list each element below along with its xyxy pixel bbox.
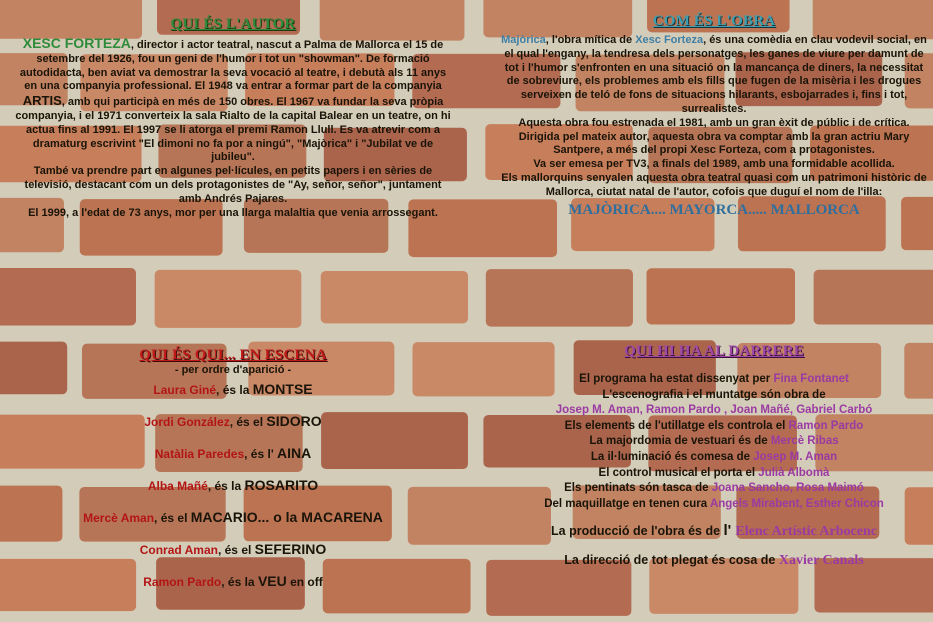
cast-subtitle: - per ordre d'aparició - <box>174 364 292 376</box>
cast-row: Conrad Aman, és el SEFERINO <box>139 541 327 557</box>
crew-person: Josep M. Aman <box>753 450 838 463</box>
cast-row: Laura Giné, és la MONTSE <box>153 381 313 397</box>
play-section <box>498 13 930 219</box>
crew-row: La majordomia de vestuari és de Mercè Ribas <box>589 435 839 448</box>
author-paragraph-3: El 1999, a l'edat de 73 anys, mor per una llarga malaltia que venia arrossegant. <box>28 206 438 219</box>
play-paragraph-3: Va ser emesa per TV3, a finals del 1989, amb una formidable acollida. <box>533 158 895 171</box>
play-paragraph-4: Els mallorquins senyalen aquesta obra teatral quasi com un patrimoni històric de Mallorca, ciutat natal de l'autor, cofois que duguí el nom de l'illa: <box>501 171 927 198</box>
crew-list <box>498 372 930 512</box>
author-paragraph-1: XESC FORTEZA, director i actor teatral, nascut a Palma de Mallorca el 15 de setembre del 1926, fou un geni de l'humor i tot un "showman". De formació autodidacta, ben aviat va demostrar la seva vocació al teatre, i debutà als 11 anys en una companyia professional. El 1948 va entrar a formar part de la companyia ARTIS, amb qui participà en més de 150 obres. El 1967 va fundar la seva pròpia companyia, i el 1971 converteix la sala Rialto de la capital Balear en un teatre, on hi actua fins al 1991. El 1997 se li atorga el premi Ramon Llull. Es va atrevir com a dramaturg escrivint "El dimoni no fa por a ningú", "Majòrica" i "Jubilat ve de jubileu". <box>15 35 451 164</box>
crew-row: Del maquillatge en tenen cura Angels Mirabent, Esther Chicon <box>544 497 884 510</box>
crew-heading: QUI HI HA AL DARRERE <box>624 343 804 359</box>
crew-row: El programa ha estat dissenyat per Fina Fontanet <box>579 373 849 385</box>
cast-row: Mercè Aman, és el MACARIO... o la MACARENA <box>83 509 383 525</box>
actor-name: Alba Mañé <box>147 479 208 493</box>
crew-row: L'escenografia i el muntatge són obra de <box>602 388 826 401</box>
crew-row <box>498 403 930 419</box>
crew-row: La il·luminació és comesa de Josep M. Aman <box>590 450 838 463</box>
play-heading: COM ÉS L'OBRA <box>652 13 776 29</box>
play-author-word: Xesc Forteza <box>635 34 704 46</box>
crew-row: Els pentinats són tasca de Joana Sancho, Rosa Maimó <box>564 482 864 495</box>
crew-section <box>498 343 930 570</box>
play-slogan: MAJÒRICA.... MAYORCA..... MALLORCA <box>568 201 860 218</box>
cast-row: Ramon Pardo, és la VEU en off <box>143 573 323 589</box>
crew-person: Fina Fontanet <box>773 373 849 385</box>
crew-row: El control musical el porta el Julià Albomà <box>598 466 830 479</box>
cast-row: Alba Mañé, és la ROSARITO <box>147 477 319 493</box>
crew-person: Josep M. Aman, Ramon Pardo , Joan Mañé, Gabriel Carbó <box>555 404 873 417</box>
crew-person: Joana Sancho, Rosa Maimó <box>711 482 864 495</box>
role-name: MONTSE <box>252 381 313 397</box>
role-name: AINA <box>277 445 312 461</box>
play-title-word: Majòrica <box>501 34 546 46</box>
director-name: Xavier Canals <box>778 553 864 569</box>
actor-name: Conrad Aman <box>139 543 218 557</box>
cast-heading: QUI ÉS QUI... EN ESCENA <box>139 347 327 363</box>
role-name: SEFERINO <box>254 541 327 557</box>
cast-section <box>14 347 452 606</box>
author-section <box>14 16 452 220</box>
play-paragraph-2: Aquesta obra fou estrenada el 1981, amb un gran èxit de públic i de crítica. Dirigida pel mateix autor, aquesta obra va comptar amb la gran actriu Mary Santpere, a més del propi Xesc Forteza, com a protagonistes. <box>518 116 910 157</box>
company-name: ARTIS <box>22 93 62 109</box>
cast-list <box>14 382 452 606</box>
direction-line: La direcció de tot plegat és cosa de Xavier Canals <box>564 553 864 569</box>
cast-row: Natàlia Paredes, és l' AINA <box>154 445 312 461</box>
role-name: VEU <box>257 573 287 589</box>
actor-name: Natàlia Paredes <box>154 447 245 461</box>
author-name: XESC FORTEZA <box>22 35 131 51</box>
crew-person: Angels Mirabent, Esther Chicon <box>709 497 884 510</box>
crew-person: Mercè Ribas <box>770 435 839 448</box>
play-paragraph-1: Majòrica, l'obra mítica de Xesc Forteza, és una comèdia en clau vodevil social, en el qual l'engany, la tendresa dels personatges, les ganes de viure per damunt de tot i l'humor s'enfronten en una situació on la mancança de diners, la necessitat de sobreviure, els problemes amb els fills que fugen de la misèria i les drogues serveixen de teló de fons de situacions hilarants, esbojarrades i, fins i tot, surrealistes. <box>501 34 927 115</box>
role-name: MACARIO... o la MACARENA <box>190 509 383 525</box>
author-paragraph-2: També va prendre part en algunes pel·lícules, en petits papers i en sèries de televisió, destacant com un dels protagonistes de "Ay, señor, señor", juntament amb Andrés Pajares. <box>24 165 442 205</box>
role-name: ROSARITO <box>244 477 319 493</box>
actor-name: Mercè Aman <box>83 511 155 525</box>
role-name: SIDORO <box>266 413 322 429</box>
actor-name: Laura Giné <box>153 383 217 397</box>
actor-name: Jordi González <box>144 415 230 429</box>
production-company: Elenc Artístic Arbocenc <box>735 524 877 540</box>
crew-person: Julià Albomà <box>758 466 830 479</box>
author-heading: QUI ÉS L'AUTOR <box>170 16 296 32</box>
cast-row: Jordi González, és el SIDORO <box>144 413 322 429</box>
actor-name: Ramon Pardo <box>143 575 222 589</box>
crew-row: Els elements de l'utillatge els controla el Ramon Pardo <box>564 419 864 432</box>
crew-person: Ramon Pardo <box>788 419 864 432</box>
production-line: La producció de l'obra és de l' Elenc Artístic Arbocenc <box>551 522 877 540</box>
